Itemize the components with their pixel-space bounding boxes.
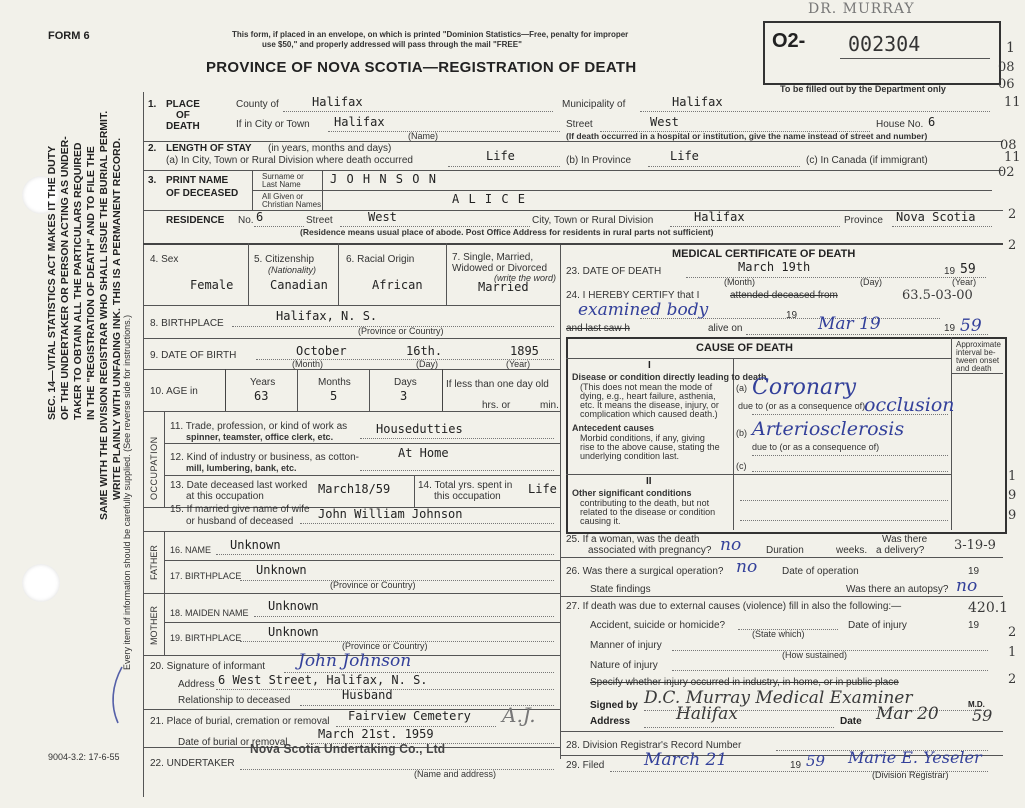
form-number: FORM 6 [48, 30, 90, 42]
undertaker-stamp: Nova Scotia Undertaking Co., Ltd [250, 741, 446, 756]
dob-month-value: October [296, 344, 347, 358]
code-15: 1 [1008, 645, 1017, 660]
marital-status-value: Married [478, 280, 529, 294]
house-number-value: 6 [928, 115, 936, 129]
code-11: 2 [1008, 207, 1017, 222]
cause-a-value-2: occlusion [864, 394, 955, 416]
residence-label: RESIDENCE [166, 215, 225, 226]
cause-b-value: Arteriosclerosis [752, 418, 905, 440]
last-saw-year-value: 59 [960, 316, 982, 336]
code-7: 02 [998, 165, 1015, 180]
pen-mark [108, 665, 128, 725]
age-days-value: 3 [400, 389, 408, 403]
death-registration-form: FORM 6 This form, if placed in an envelope, on which is printed "Dominion Statistics—Free, penalty for improper use $50," and properly addressed will pass through the mail "FREE" PROVINCE OF NOVA SCOTIA—REGISTRATION OF DEATH DR. MURRAY O2- 002304 To be filled out by the Department only SEC. 14—VITAL STATISTICS ACT MAKES IT THE DUTY OF THE UNDERTAKER OR PERSON ACTING AS UNDER- TAKER TO OBTAIN ALL THE PARTICULARS REQUIRED IN THE "REGISTRATION OF DEATH" AND TO FILE THE SAME WITH THE DIVISION REGISTRAR WHO SHALL ISSUE THE BURIAL PERMIT. WRITE PLAINLY WITH UNFADING INK. THIS IS A PERMANENT RECORD. Every item of information should be carefully supplied. (See reverse side for instructions.) 1. PLACE OF DEATH County of Halifax Municipality of Halifax If in City or Town Halifax (Name) Street West House No. 6 (If death occurred in a hospital or institution, give the name instead of street and number) 2. LENGTH OF STAY (in years, months and days) (a) In City, Town or Rural Division where death occurred Life (b) In Province Life (c) In Canada (if immigrant) 3. PRINT NAME OF DECEASED Surname or Last Name J O H N S O N All Given or Christian Names A L I C E RESIDENCE No. 6 Street West City, Town or Rural Division Halifax Province Nova Scotia (Residence means usual place of abode. Post Office Address for residents in rural parts not sufficient) 4. Sex Female 5. Citizenship (Nationality) Canadian 6. Racial Origin African 7. Single, Married, Widowed or Divorced (write the word) Married 8. BIRTHPLACE Halifax, N. S. (Province or Country) 9. DATE OF BIRTH October 16th. 1895 (Month) (Day) (Year) 10. AGE in Years 63 Months 5 Days 3 If less than one day old hrs. or min. OCCUPATION 11. Trade, profession, or kind of work as spinner, teamster, office clerk, etc. Housedutties 12. Kind of industry or business, as cotton- mill, lumbering, bank, etc. At Home 13. Date deceased last worked at this occupation March18/59 14. Total yrs. spent in this occupation Life 15. If married give name of wife or husband of deceased John William Johnson FATHER 16. NAME Unknown 17. BIRTHPLACE Unknown (Province or Country) MOTHER 18. MAIDEN NAME Unknown 19. BIRTHPLACE Unknown (Province or Country) 20. Signature of informant John Johnson Address 6 West Street, Halifax, N. S. Relationship to deceased Husband 21. Place of burial, cremation or removal Fairview Cemetery A.J. Date of burial or removal March 21st. 1959 22. UNDERTAKER Nova Scotia Undertaking Co., Ltd (Name and address) MEDICAL CERTIFICATE OF DEATH 23. DATE OF DEATH March 19th 19 59 (Month) (Day) (Year) 24. I HEREBY CERTIFY that I attended deceased from examined body 19 and last saw h alive on Mar 19 19 59 CAUSE OF DEATH Approximate interval be- tween onset and death I Disease or condition directly leading to death (This does not mean the mode of dying, e.g., heart failure, asthenia, etc. It means the disease, injury, or complication which caused death.) (a) Coronary due to (or as a consequence of) occlusion Antecedent causes Morbid conditions, if any, giving rise to the above cause, stating the underlying condition last. (b) Arteriosclerosis due to (or as a consequence of) (c) II Other significant conditions contributing to the death, but not related to the disease or condition causing it. 25. If a woman, was the death associated with pregnancy? no Duration weeks. Was there a delivery? 26. Was there a surgical operation? no Date of operation 19 State findings Was there an autopsy? no 27. If death was due to external causes (violence) fill in also the following:— Accident, suicide or homicide? (State which) Date of injury 19 Manner of injury (How sustained) Nature of injury Specify whether injury occurred in industry, in home, or in public place Signed by D.C. Murray Medical Examiner Address Halifax Date Mar 20 59 M.D. 28. Division Registrar's Record Number 29. Filed March 21 19 59 Marie E. Yeseler (Division Registrar) 1 08 06 11 08 11 02 63.5-03-00 3-19-9 420.1 2 2 1 2 1 9 9 2 9004-3.2: 17-6-55 [0, 0, 1025, 808]
doctor-note: DR. MURRAY [808, 1, 915, 17]
date-of-death-value: March 19th [738, 260, 811, 274]
medical-signature: D.C. Murray Medical Examiner [644, 688, 913, 708]
death-street-value: West [650, 115, 679, 129]
spouse-name-value: John William Johnson [318, 507, 463, 521]
side-notice-line-6: WRITE PLAINLY WITH UNFADING INK. THIS IS A PERMANENT RECORD. [111, 137, 123, 500]
dob-day-value: 16th. [406, 344, 443, 358]
residence-street-value: West [368, 210, 397, 224]
code-4: 11 [1004, 95, 1021, 110]
burial-place-value: Fairview Cemetery [348, 709, 471, 723]
medical-address-value: Halifax [676, 704, 738, 724]
mother-side-label: MOTHER [149, 606, 159, 645]
age-years-value: 63 [254, 389, 269, 403]
page-title: PROVINCE OF NOVA SCOTIA—REGISTRATION OF DEATH [206, 59, 637, 76]
occupation-side-label: OCCUPATION [149, 436, 159, 500]
father-birthplace-value: Unknown [256, 563, 307, 577]
code-12: 2 [1008, 238, 1017, 253]
code-16: 9 [1008, 488, 1017, 503]
binder-hole-bottom [22, 564, 60, 602]
code-6: 11 [1004, 150, 1021, 165]
code-14: 2 [1008, 625, 1017, 640]
mailing-notice-line-2: use $50," and properly addressed will pass through the mail "FREE" [262, 40, 522, 49]
side-notice-line-7: Every item of information should be carefully supplied. (See reverse side for instructions.) [122, 314, 132, 670]
informant-signature: John Johnson [298, 651, 412, 671]
length-of-stay-label: LENGTH OF STAY [166, 143, 252, 154]
birthplace-value: Halifax, N. S. [276, 309, 378, 323]
code-17: 9 [1008, 508, 1017, 523]
relationship-value: Husband [342, 688, 393, 702]
filed-year-value: 59 [806, 752, 826, 770]
code-3: 06 [998, 77, 1015, 92]
medical-certificate-title: MEDICAL CERTIFICATE OF DEATH [672, 248, 856, 260]
certify-handwriting: examined body [578, 300, 709, 320]
code-13: 1 [1008, 469, 1017, 484]
informant-address-value: 6 West Street, Halifax, N. S. [218, 673, 428, 687]
print-code: 9004-3.2: 17-6-55 [48, 752, 120, 762]
code-10: 420.1 [968, 600, 1009, 616]
code-2: 08 [998, 60, 1015, 75]
code-18: 2 [1008, 672, 1017, 687]
autopsy-value: no [956, 576, 978, 596]
residence-province-value: Nova Scotia [896, 210, 976, 224]
racial-origin-value: African [372, 278, 423, 292]
industry-value: At Home [398, 446, 449, 460]
residence-number-value: 6 [256, 210, 264, 224]
pregnancy-value: no [720, 535, 742, 555]
mother-birthplace-value: Unknown [268, 625, 319, 639]
father-side-label: FATHER [149, 545, 159, 580]
department-note: To be filled out by the Department only [780, 84, 946, 94]
dob-year-value: 1895 [510, 344, 539, 358]
side-notice-line-3: TAKER TO OBTAIN ALL THE PARTICULARS REQUIRED [72, 142, 84, 420]
side-notice-line-1: SEC. 14—VITAL STATISTICS ACT MAKES IT THE DUTY [46, 145, 58, 420]
trade-value: Housedutties [376, 422, 463, 436]
mailing-notice-line-1: This form, if placed in an envelope, on which is printed "Dominion Statistics—Free, penalty for improper [232, 30, 629, 39]
operation-value: no [736, 557, 758, 577]
surname-value: J O H N S O N [330, 172, 437, 186]
last-saw-date-value: Mar 19 [818, 314, 881, 334]
code-9: 3-19-9 [954, 538, 996, 553]
father-name-value: Unknown [230, 538, 281, 552]
city-value: Halifax [334, 115, 385, 129]
registrar-signature: Marie E. Yeseler [848, 748, 982, 767]
stay-in-province-value: Life [670, 149, 699, 163]
county-value: Halifax [312, 95, 363, 109]
code-1: 1 [1006, 40, 1015, 56]
place-of-death-label: PLACE [166, 99, 200, 110]
code-8: 63.5-03-00 [902, 288, 973, 303]
side-notice-line-2: OF THE UNDERTAKER OR PERSON ACTING AS UNDER- [59, 136, 71, 420]
cause-a-value: Coronary [752, 375, 857, 400]
medical-date-year: 59 [972, 706, 993, 725]
side-notice-line-4: IN THE "REGISTRATION OF DEATH" AND TO FILE THE [85, 146, 97, 420]
municipality-value: Halifax [672, 95, 723, 109]
sex-value: Female [190, 278, 234, 292]
cause-of-death-title: CAUSE OF DEATH [696, 342, 793, 354]
citizenship-value: Canadian [270, 278, 328, 292]
print-name-label: PRINT NAME [166, 175, 229, 186]
residence-city-value: Halifax [694, 210, 745, 224]
registration-prefix: O2- [772, 30, 806, 52]
death-year-value: 59 [960, 262, 976, 277]
filed-date-value: March 21 [644, 750, 728, 770]
burial-initials: A.J. [502, 703, 536, 727]
given-names-value: A L I C E [452, 192, 527, 206]
registration-number: 002304 [848, 32, 921, 56]
total-years-value: Life [528, 482, 557, 496]
stay-in-city-value: Life [486, 149, 515, 163]
burial-date-value: March 21st. 1959 [318, 727, 434, 741]
side-notice-line-5: SAME WITH THE DIVISION REGISTRAR WHO SHALL ISSUE THE BURIAL PERMIT. [98, 110, 110, 520]
age-months-value: 5 [330, 389, 338, 403]
medical-date-value: Mar 20 [876, 704, 939, 724]
code-5: 08 [1000, 138, 1017, 153]
last-worked-value: March18/59 [318, 482, 391, 496]
mother-maiden-value: Unknown [268, 599, 319, 613]
